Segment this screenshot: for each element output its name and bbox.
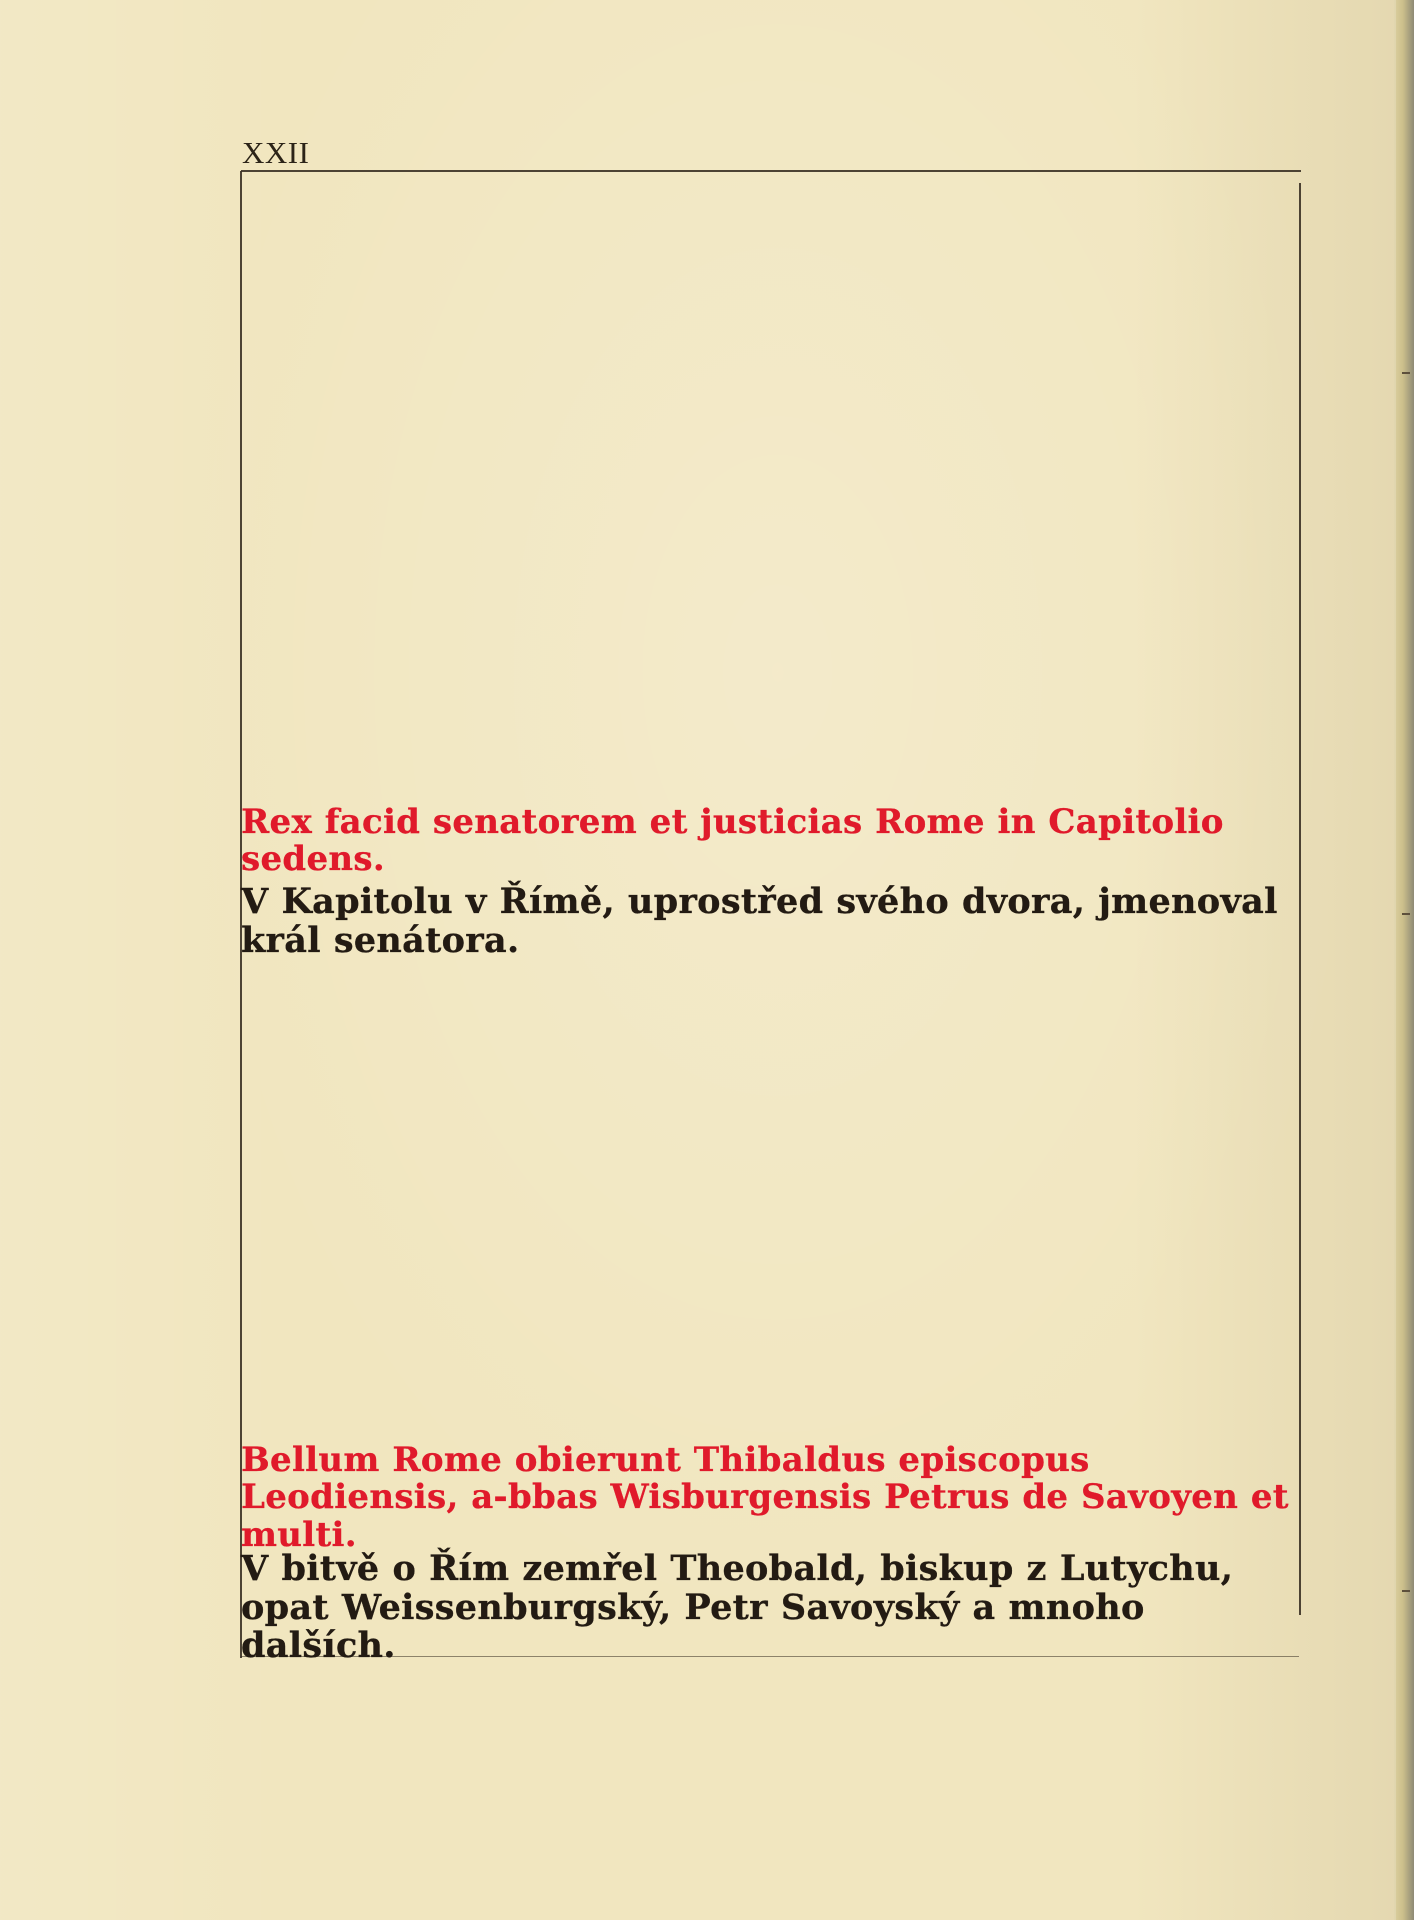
- frame-top-rule: [241, 170, 1301, 172]
- edge-tick: [1402, 372, 1410, 374]
- page-edge: [1394, 0, 1414, 1920]
- page-number: XXII: [242, 135, 310, 170]
- caption-1-czech: V Kapitolu v Římě, uprostřed svého dvora, jmenoval král senátora.: [241, 881, 1278, 961]
- edge-tick: [1402, 913, 1410, 915]
- caption-2-latin: Bellum Rome obierunt Thibaldus episcopus Leodiensis, a-bbas Wisburgensis Petrus de Savoyen et multi.: [241, 1440, 1289, 1555]
- caption-2-czech: V bitvě o Řím zemřel Theobald, biskup z Lutychu, opat Weissenburgský, Petr Savoyský a mnoho dalších.: [241, 1548, 1234, 1666]
- edge-tick: [1402, 1590, 1410, 1592]
- caption-1-latin: Rex facid senatorem et justicias Rome in Capitolio sedens.: [241, 802, 1224, 880]
